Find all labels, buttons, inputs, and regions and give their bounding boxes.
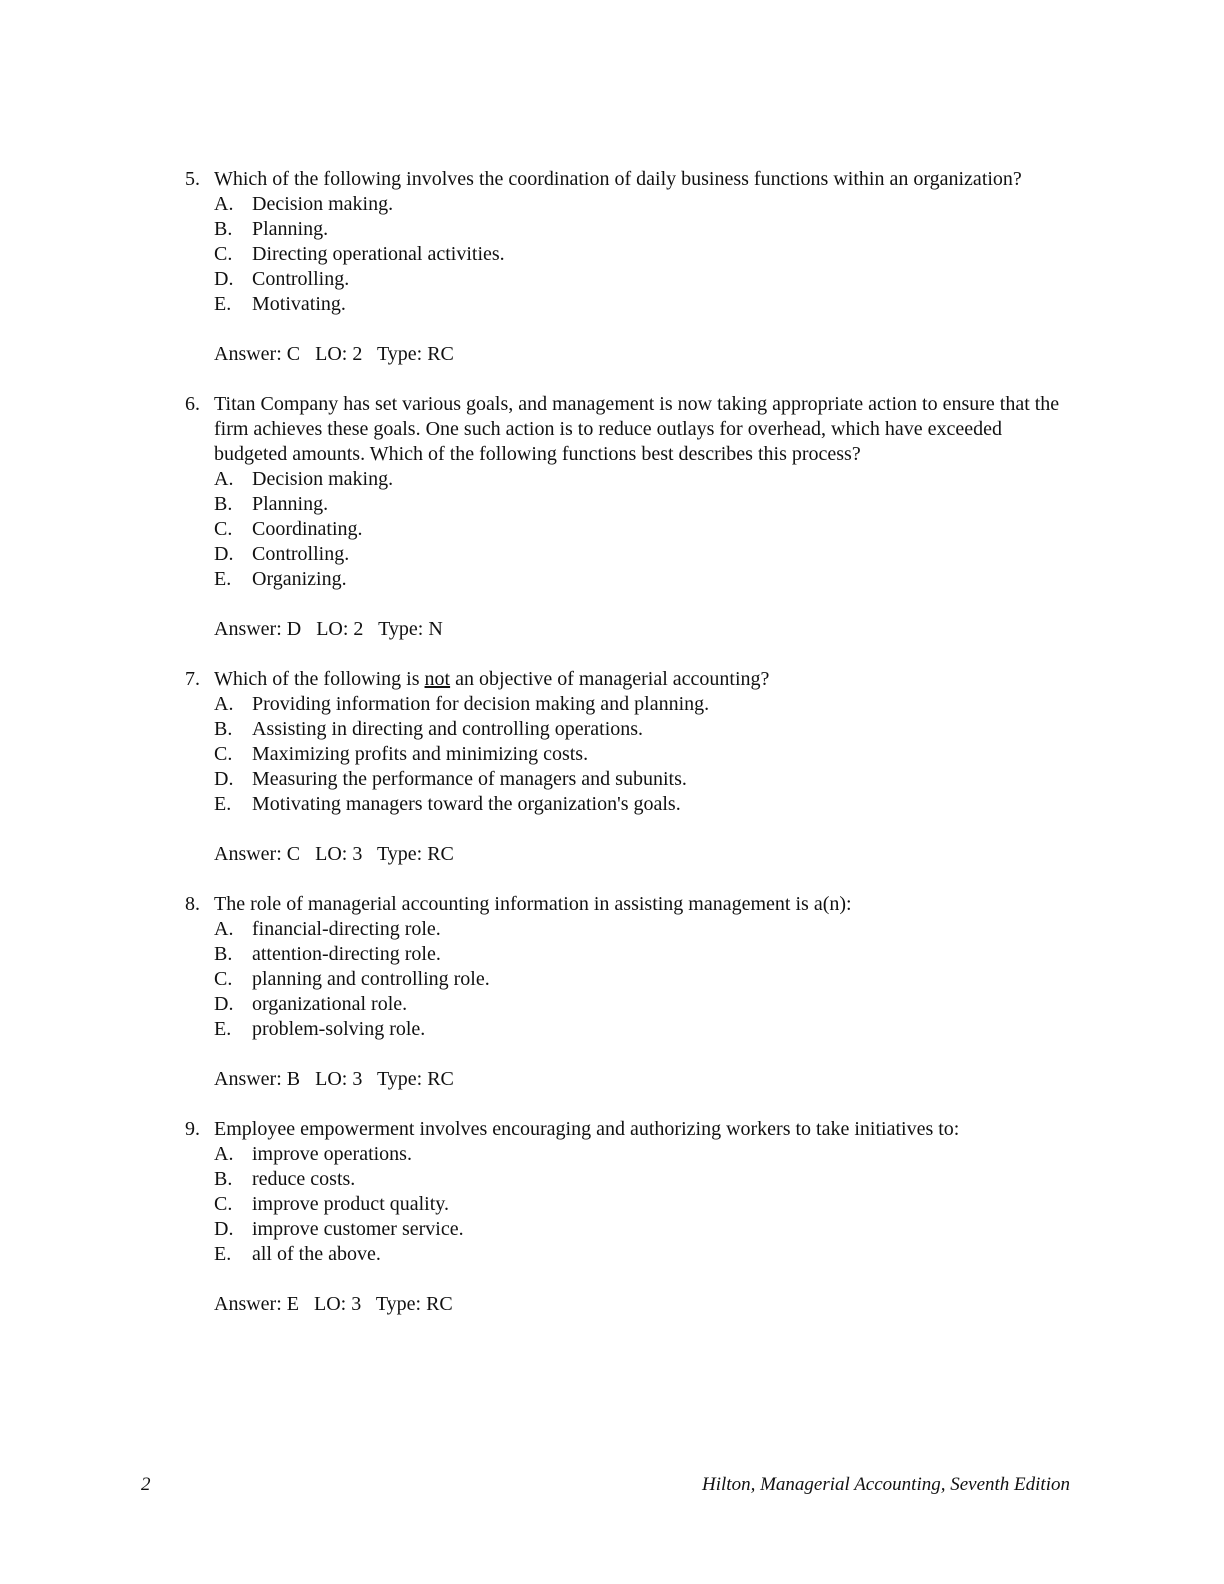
question-text: Titan Company has set various goals, and management is now taking appropriate action to ensure that the firm achieves these goals. One such action is to reduce outlays for overhead, which have exceeded budgeted amounts. Which of the following functions best describes this process? (214, 393, 1060, 465)
question-text: Which of the following involves the coordination of daily business functions within an organization? (214, 168, 1022, 190)
option-text: Decision making. (252, 193, 394, 215)
answer-line: Answer: C LO: 3 Type: RC (214, 843, 454, 865)
option-item (214, 567, 1224, 592)
question-number: 8. (185, 893, 200, 915)
option-text: Motivating. (252, 293, 346, 315)
option-text: attention-directing role. (252, 943, 441, 965)
question-text: Employee empowerment involves encouraging and authorizing workers to take initiatives to: (214, 1118, 960, 1140)
option-letter: E. (214, 793, 232, 815)
option-item (214, 242, 1224, 267)
option-list (0, 192, 1224, 317)
option-letter: B. (214, 1168, 233, 1190)
option-letter: D. (214, 993, 234, 1015)
question-number: 9. (185, 1118, 200, 1140)
option-letter: E. (214, 1018, 232, 1040)
question-list (0, 167, 1224, 1342)
option-text: Directing operational activities. (252, 243, 505, 265)
option-letter: B. (214, 218, 233, 240)
option-list (0, 1142, 1224, 1267)
question-text-after: an objective of managerial accounting? (450, 668, 770, 690)
question-7 (0, 667, 1224, 867)
question-text-before: Which of the following is (214, 668, 425, 690)
option-item (214, 292, 1224, 317)
question-number: 7. (185, 668, 200, 690)
option-text: Motivating managers toward the organization's goals. (252, 793, 681, 815)
answer-line: Answer: D LO: 2 Type: N (214, 618, 443, 640)
question-number: 5. (185, 168, 200, 190)
option-item (214, 542, 1224, 567)
option-letter: E. (214, 293, 232, 315)
option-letter: C. (214, 1193, 233, 1215)
option-item (214, 467, 1224, 492)
option-text: planning and controlling role. (252, 968, 490, 990)
question-8 (0, 892, 1224, 1092)
option-text: Decision making. (252, 468, 394, 490)
option-item (214, 1017, 1224, 1042)
option-text: Maximizing profits and minimizing costs. (252, 743, 589, 765)
answer-line: Answer: C LO: 2 Type: RC (214, 343, 454, 365)
option-item (214, 942, 1224, 967)
question-number: 6. (185, 393, 200, 415)
option-item (214, 992, 1224, 1017)
option-item (214, 1167, 1224, 1192)
option-letter: A. (214, 918, 234, 940)
option-letter: D. (214, 1218, 234, 1240)
question-6 (0, 392, 1224, 642)
option-text: financial-directing role. (252, 918, 441, 940)
option-list (0, 467, 1224, 592)
option-letter: A. (214, 468, 234, 490)
option-text: Measuring the performance of managers and subunits. (252, 768, 687, 790)
option-item (214, 717, 1224, 742)
option-letter: D. (214, 543, 234, 565)
question-9 (0, 1117, 1224, 1317)
answer-line: Answer: B LO: 3 Type: RC (214, 1068, 454, 1090)
option-text: Organizing. (252, 568, 347, 590)
option-text: improve customer service. (252, 1218, 464, 1240)
option-text: problem-solving role. (252, 1018, 426, 1040)
question-text: The role of managerial accounting information in assisting management is a(n): (214, 893, 852, 915)
option-item (214, 517, 1224, 542)
option-letter: E. (214, 1243, 232, 1265)
option-text: Controlling. (252, 543, 350, 565)
option-text: Coordinating. (252, 518, 363, 540)
option-text: Controlling. (252, 268, 350, 290)
option-text: Assisting in directing and controlling operations. (252, 718, 644, 740)
option-item (214, 1192, 1224, 1217)
option-item (214, 967, 1224, 992)
option-item (214, 217, 1224, 242)
option-letter: B. (214, 493, 233, 515)
option-item (214, 492, 1224, 517)
option-text: improve product quality. (252, 1193, 449, 1215)
option-text: reduce costs. (252, 1168, 356, 1190)
option-text: organizational role. (252, 993, 408, 1015)
option-letter: C. (214, 743, 233, 765)
question-text-emphasis: not (424, 668, 451, 690)
option-item (214, 1142, 1224, 1167)
question-text (214, 667, 1074, 692)
option-text: Planning. (252, 493, 329, 515)
option-letter: C. (214, 518, 233, 540)
option-letter: C. (214, 968, 233, 990)
option-text: all of the above. (252, 1243, 381, 1265)
option-item (214, 742, 1224, 767)
option-item (214, 692, 1224, 717)
option-letter: B. (214, 718, 233, 740)
option-list (0, 917, 1224, 1042)
option-letter: B. (214, 943, 233, 965)
page-footer (0, 1474, 1224, 1498)
option-text: Planning. (252, 218, 329, 240)
option-text: improve operations. (252, 1143, 412, 1165)
option-letter: A. (214, 693, 234, 715)
option-item (214, 267, 1224, 292)
option-letter: A. (214, 1143, 234, 1165)
option-item (214, 767, 1224, 792)
answer-line: Answer: E LO: 3 Type: RC (214, 1293, 453, 1315)
option-text: Providing information for decision making and planning. (252, 693, 710, 715)
option-letter: C. (214, 243, 233, 265)
page-number: 2 (141, 1474, 151, 1495)
option-item (214, 1242, 1224, 1267)
option-letter: D. (214, 768, 234, 790)
option-item (214, 1217, 1224, 1242)
option-item (214, 917, 1224, 942)
book-title: Hilton, Managerial Accounting, Seventh Edition (702, 1474, 1070, 1495)
option-letter: E. (214, 568, 232, 590)
option-letter: A. (214, 193, 234, 215)
option-item (214, 792, 1224, 817)
question-5 (0, 167, 1224, 367)
option-list (0, 692, 1224, 817)
option-item (214, 192, 1224, 217)
option-letter: D. (214, 268, 234, 290)
